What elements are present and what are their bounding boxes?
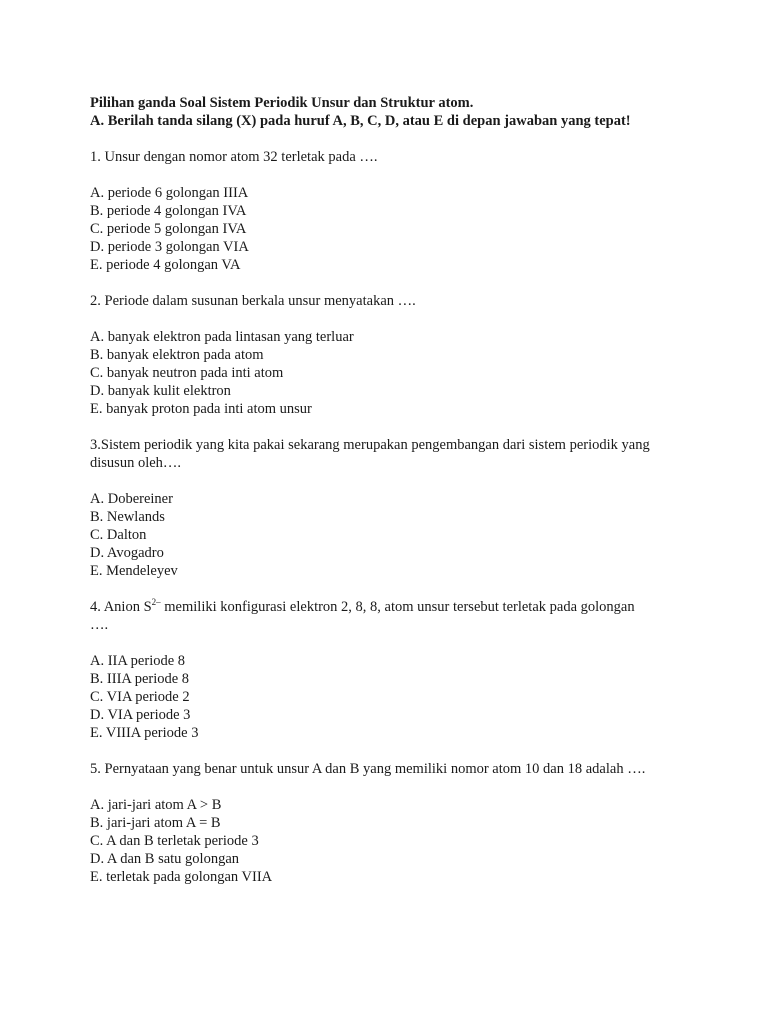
option-d: D. VIA periode 3: [90, 707, 191, 723]
option-d: D. periode 3 golongan VIA: [90, 239, 249, 255]
option-d: D. A dan B satu golongan: [90, 851, 240, 867]
option-c: C. Dalton: [90, 527, 147, 543]
option-e: E. Mendeleyev: [90, 563, 178, 579]
option-c: C. banyak neutron pada inti atom: [90, 365, 284, 381]
question-2: [90, 292, 690, 418]
option-a: A. periode 6 golongan IIIA: [90, 185, 249, 201]
option-e: E. terletak pada golongan VIIA: [90, 869, 273, 885]
question-3-text-line-1: 3.Sistem periodik yang kita pakai sekarang merupakan pengembangan dari sistem periodik yang: [90, 437, 650, 453]
option-b: B. Newlands: [90, 509, 165, 525]
question-5-options: [90, 796, 690, 886]
question-4-text-line-2: ….: [90, 617, 109, 633]
question-4-text-line-1: [90, 598, 690, 616]
question-4-text-prefix: 4. Anion S: [90, 599, 152, 615]
question-1-options: [90, 184, 690, 274]
question-4: [90, 598, 690, 742]
option-a: A. banyak elektron pada lintasan yang terluar: [90, 329, 354, 345]
option-b: B. periode 4 golongan IVA: [90, 203, 247, 219]
option-b: B. jari-jari atom A = B: [90, 815, 221, 831]
question-4-options: [90, 652, 690, 742]
option-c: C. periode 5 golongan IVA: [90, 221, 247, 237]
ion-charge-superscript: 2–: [151, 597, 161, 607]
question-3: [90, 436, 690, 580]
option-d: D. banyak kulit elektron: [90, 383, 231, 399]
option-e: E. periode 4 golongan VA: [90, 257, 241, 273]
option-a: A. Dobereiner: [90, 491, 173, 507]
question-2-options: [90, 328, 690, 418]
question-3-text-line-2: disusun oleh….: [90, 455, 182, 471]
question-1: [90, 148, 690, 274]
document-instruction: A. Berilah tanda silang (X) pada huruf A, B, C, D, atau E di depan jawaban yang tepat!: [90, 113, 631, 129]
document-page: [90, 94, 690, 886]
option-c: C. A dan B terletak periode 3: [90, 833, 259, 849]
question-4-text-suffix: memiliki konfigurasi elektron 2, 8, 8, atom unsur tersebut terletak pada golongan: [160, 599, 635, 615]
option-a: A. jari-jari atom A > B: [90, 797, 222, 813]
option-d: D. Avogadro: [90, 545, 164, 561]
option-b: B. IIIA periode 8: [90, 671, 190, 687]
option-c: C. VIA periode 2: [90, 689, 190, 705]
option-a: A. IIA periode 8: [90, 653, 186, 669]
option-b: B. banyak elektron pada atom: [90, 347, 264, 363]
document-title: Pilihan ganda Soal Sistem Periodik Unsur dan Struktur atom.: [90, 95, 474, 111]
question-1-text: 1. Unsur dengan nomor atom 32 terletak pada ….: [90, 149, 378, 165]
option-e: E. banyak proton pada inti atom unsur: [90, 401, 312, 417]
option-e: E. VIIIA periode 3: [90, 725, 199, 741]
question-5-text: 5. Pernyataan yang benar untuk unsur A dan B yang memiliki nomor atom 10 dan 18 adalah ….: [90, 761, 646, 777]
question-5: [90, 760, 690, 886]
question-2-text: 2. Periode dalam susunan berkala unsur menyatakan ….: [90, 293, 416, 309]
question-3-options: [90, 490, 690, 580]
